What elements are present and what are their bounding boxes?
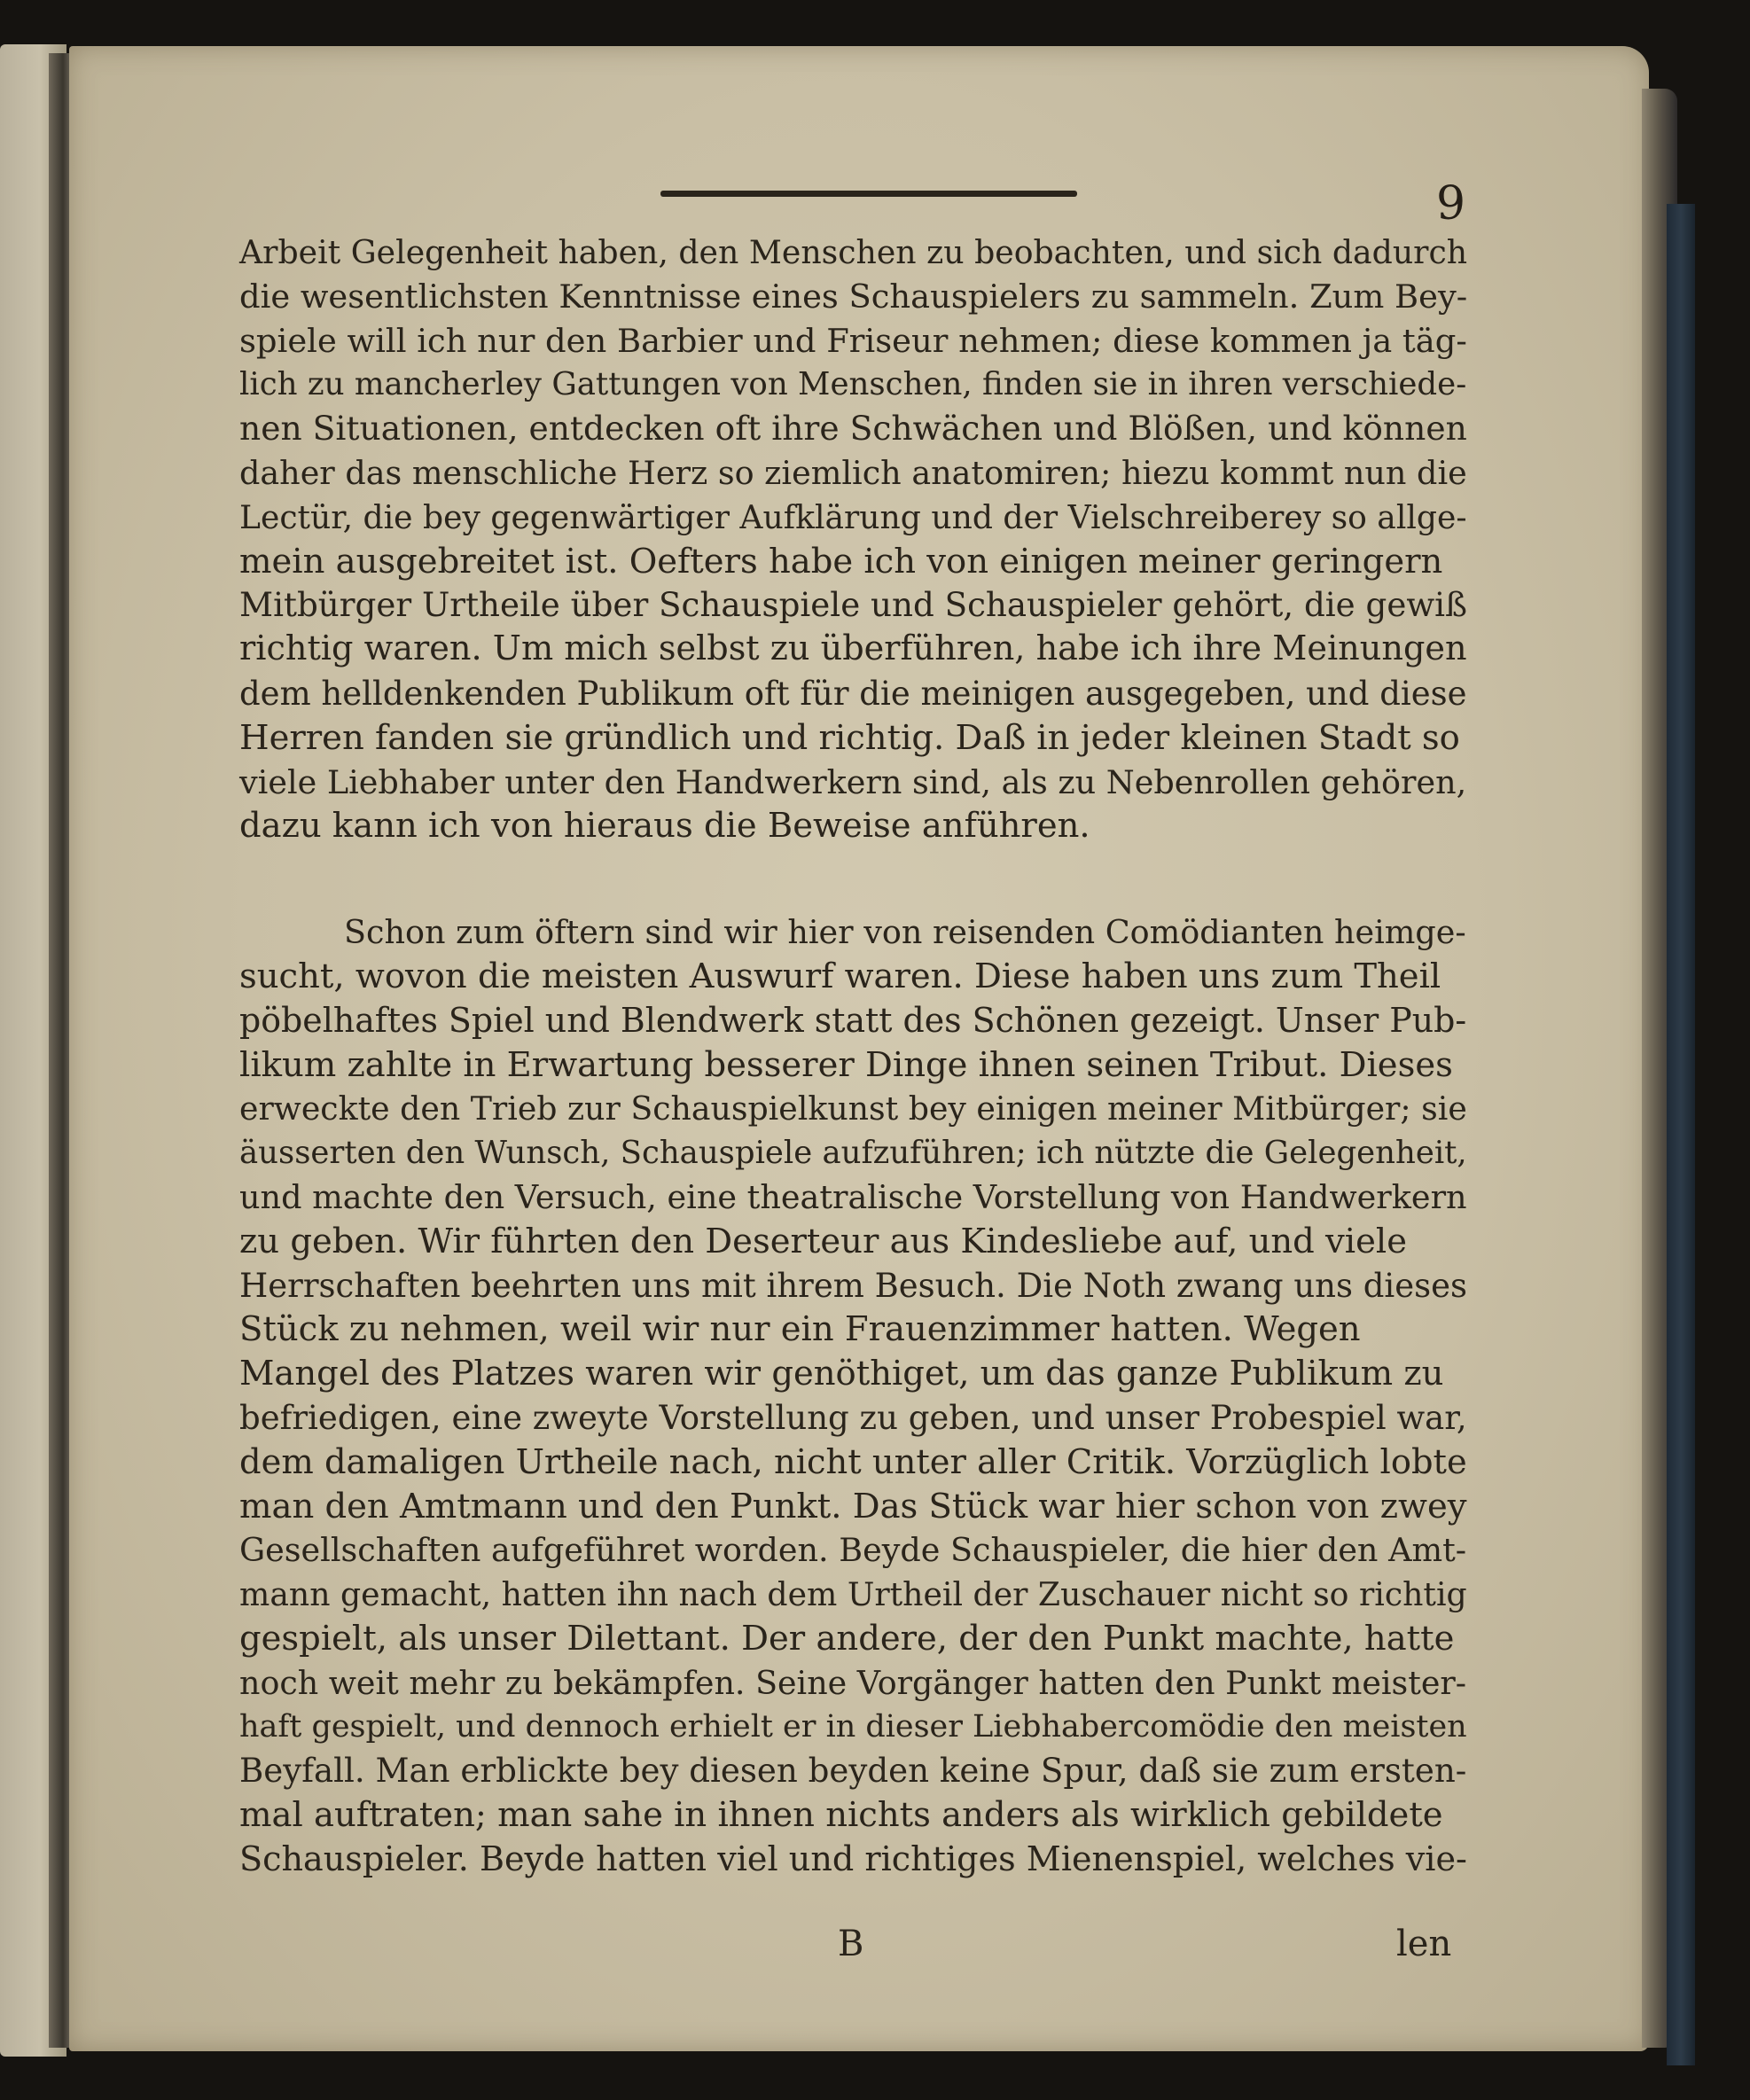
paragraph-1: [239, 230, 1467, 848]
text-line: dazu kann ich von hieraus die Beweise anführen.: [239, 806, 1090, 847]
text-line: Schon zum öftern sind wir hier von reisenden Comödianten heimge-: [344, 913, 1466, 952]
text-line: noch weit mehr zu bekämpfen. Seine Vorgänger hatten den Punkt meister-: [239, 1663, 1467, 1702]
text-line: likum zahlte in Erwartung besserer Dinge ihnen seinen Tribut. Dieses: [239, 1044, 1453, 1085]
text-line: dem helldenkenden Publikum oft für die meinigen ausgegeben, und diese: [239, 674, 1467, 713]
text-line: richtig waren. Um mich selbst zu überführen, habe ich ihre Meinungen: [239, 629, 1467, 669]
text-line: Beyfall. Man erblickte bey diesen beyden keine Spur, daß sie zum ersten-: [239, 1752, 1467, 1791]
text-line: und machte den Versuch, eine theatralische Vorstellung von Handwerkern: [239, 1177, 1467, 1216]
signature-mark: B: [838, 1924, 864, 1964]
text-line: mann gemacht, hatten ihn nach dem Urtheil der Zuschauer nicht so richtig: [239, 1575, 1467, 1614]
text-line: Lectür, die bey gegenwärtiger Aufklärung und der Vielschreiberey so allge-: [239, 497, 1467, 536]
paragraph-2: [239, 910, 1467, 1882]
text-line: haft gespielt, und dennoch erhielt er in dieser Liebhabercomödie den meisten: [239, 1708, 1467, 1745]
text-line: Mitbürger Urtheile über Schauspiele und Schauspieler gehört, die gewiß: [239, 585, 1467, 625]
text-line: nen Situationen, entdecken oft ihre Schwächen und Blößen, und können: [239, 409, 1467, 449]
text-line: Schauspieler. Beyde hatten viel und richtiges Mienenspiel, welches vie-: [239, 1838, 1467, 1878]
header-rule: [660, 191, 1077, 197]
text-line: die wesentlichsten Kenntnisse eines Schauspielers zu sammeln. Zum Bey-: [239, 277, 1468, 316]
text-line: lich zu mancherley Gattungen von Menschen, finden sie in ihren verschiede-: [239, 366, 1467, 403]
page-number: 9: [1436, 177, 1466, 230]
text-line: Stück zu nehmen, weil wir nur ein Frauenzimmer hatten. Wegen: [239, 1309, 1361, 1350]
text-line: erweckte den Trieb zur Schauspielkunst bey einigen meiner Mitbürger; sie: [239, 1089, 1467, 1128]
text-line: befriedigen, eine zweyte Vorstellung zu geben, und unser Probespiel war,: [239, 1398, 1467, 1437]
catchword: len: [1396, 1924, 1452, 1964]
text-line: viele Liebhaber unter den Handwerkern sind, als zu Nebenrollen gehören,: [239, 762, 1467, 801]
text-line: dem damaligen Urtheile nach, nicht unter aller Critik. Vorzüglich lobte: [239, 1441, 1467, 1482]
paragraph-spacing: [239, 848, 1467, 910]
text-line: mein ausgebreitet ist. Oefters habe ich von einigen meiner geringern: [239, 541, 1443, 582]
text-line: Gesellschaften aufgeführet worden. Beyde Schauspieler, die hier den Amt-: [239, 1531, 1467, 1570]
text-line: gespielt, als unser Dilettant. Der andere, der den Punkt machte, hatte: [239, 1618, 1455, 1659]
text-line: pöbelhaftes Spiel und Blendwerk statt des Schönen gezeigt. Unser Pub-: [239, 1000, 1467, 1040]
text-line: Herren fanden sie gründlich und richtig. Daß in jeder kleinen Stadt so: [239, 717, 1460, 758]
text-line: mal auftraten; man sahe in ihnen nichts anders als wirklich gebildete: [239, 1795, 1443, 1836]
book-cover-edge: [1667, 204, 1695, 2065]
text-line: spiele will ich nur den Barbier und Friseur nehmen; diese kommen ja täg-: [239, 321, 1467, 360]
text-line: Arbeit Gelegenheit haben, den Menschen zu beobachten, und sich dadurch: [239, 233, 1468, 271]
page-text: [239, 230, 1467, 1882]
text-line: zu geben. Wir führten den Deserteur aus Kindesliebe auf, und viele: [239, 1221, 1407, 1261]
text-line: man den Amtmann und den Punkt. Das Stück war hier schon von zwey: [239, 1486, 1467, 1526]
text-line: äusserten den Wunsch, Schauspiele aufzuführen; ich nützte die Gelegenheit,: [239, 1135, 1467, 1172]
text-line: Herrschaften beehrten uns mit ihrem Besuch. Die Noth zwang uns dieses: [239, 1266, 1468, 1305]
text-line: Mangel des Platzes waren wir genöthiget, um das ganze Publikum zu: [239, 1354, 1444, 1394]
text-line: daher das menschliche Herz so ziemlich anatomiren; hiezu kommt nun die: [239, 453, 1467, 492]
text-line: sucht, wovon die meisten Auswurf waren. Diese haben uns zum Theil: [239, 956, 1441, 996]
